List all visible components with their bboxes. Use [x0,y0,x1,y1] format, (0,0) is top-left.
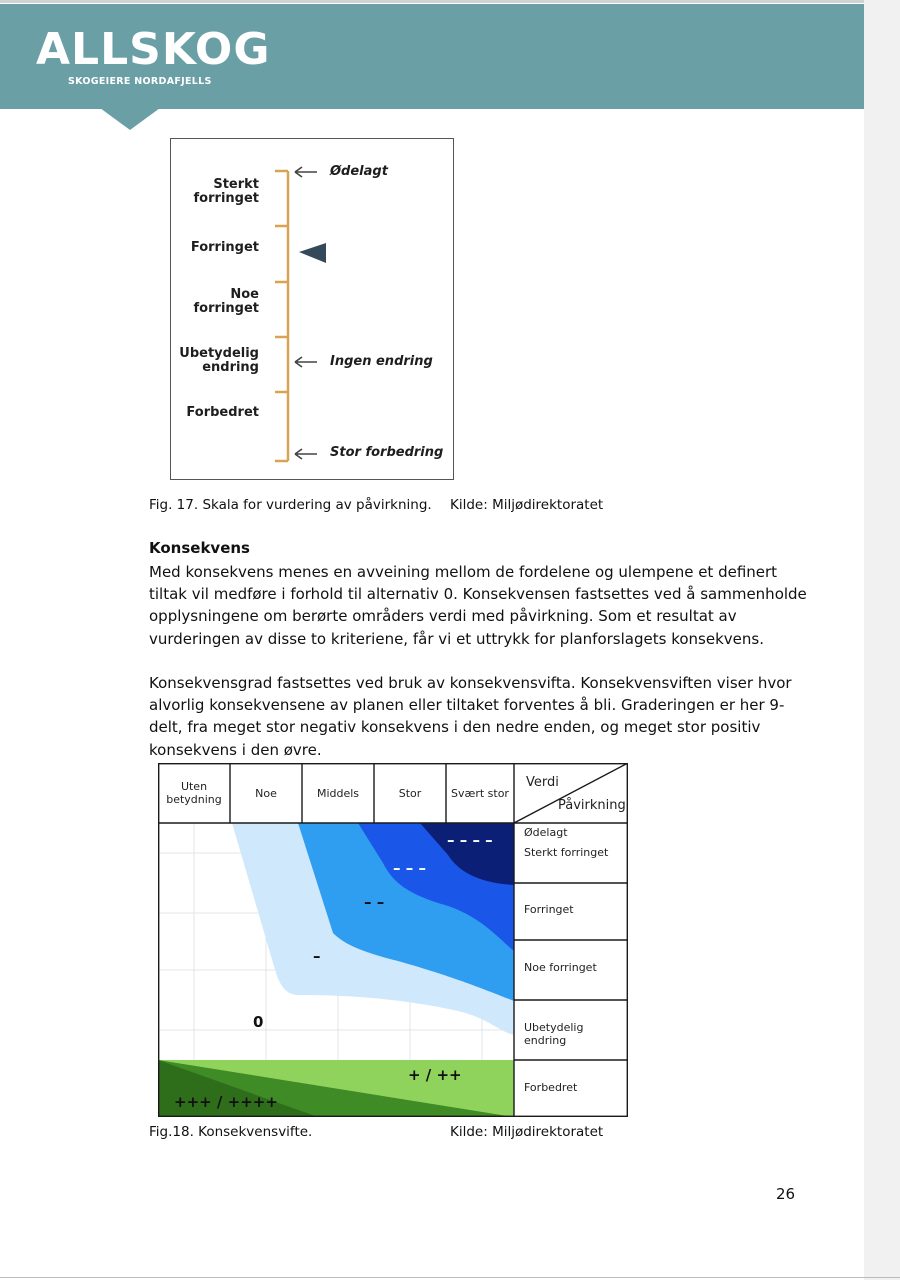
paragraph-1: Med konsekvens menes en avveining mellom de fordelene og ulempene et definert tiltak vil medføre i forhold til alternativ 0. Konsekvensen fastsettes ved å sammenholde opplysningene om berørte områders verdi med påvirkning. Som et resultat av vurderingen av disse to kriteriene, får vi et uttrykk for planforslagets konsekvens. [149,563,807,648]
mark-small-negative: – [313,947,321,965]
column-header-svaert-stor: Svært stor [451,786,509,800]
header-banner [0,4,864,109]
fig18-caption: Fig.18. Konsekvensvifte. [149,1124,313,1140]
mark-very-large-negative: – – – – [447,831,493,849]
top-border [0,0,900,3]
mark-large-negative: – – – [393,859,426,877]
corner-label-pavirkning: Påvirkning [558,798,626,813]
mark-medium-negative: – – [364,893,385,911]
row-label-noe-forringet: Noe forringet [524,961,597,974]
bottom-border [0,1277,900,1278]
page-margin-strip [864,0,900,1280]
row-label-forringet: Forringet [524,903,574,916]
page-number: 26 [776,1185,796,1203]
scale-label-ubetydelig-endring: Ubetydelig endring [179,346,259,375]
scale-endpoint-odelagt: Ødelagt [330,164,388,179]
row-label-odelagt: Ødelagt [524,826,568,839]
scale-endpoint-ingen-endring: Ingen endring [330,354,433,369]
row-label-ubetydelig-endring: Ubetydelig endring [524,1021,584,1047]
corner-label-verdi: Verdi [526,775,559,790]
column-header-uten-betydning: Uten betydning [166,780,222,806]
arrow-left-icon [295,167,317,177]
column-header-noe: Noe [255,786,277,800]
impact-marker-icon [299,243,326,263]
paragraph-2: Konsekvensgrad fastsettes ved bruk av konsekvensvifta. Konsekvensviften viser hvor alvorlig konsekvensene av planen eller tiltaket forventes å bli. Graderingen er her 9- delt, fra meget stor negativ konsekvens i den nedre enden, og meget stor positiv konsekvens i den øvre. [149,674,792,759]
scale-label-sterkt-forringet: Sterkt forringet [193,177,259,206]
scale-endpoint-stor-forbedring: Stor forbedring [330,445,444,460]
fig18-source: Kilde: Miljødirektoratet [450,1124,604,1140]
fig17-source: Kilde: Miljødirektoratet [450,497,604,513]
arrow-left-icon [295,357,317,367]
mark-large-positive: +++ / ++++ [174,1093,278,1111]
section-heading: Konsekvens [149,539,250,557]
column-header-stor: Stor [398,786,422,800]
banner-pointer [100,108,160,130]
row-label-sterkt-forringet: Sterkt forringet [524,846,609,859]
mark-neutral: 0 [253,1013,264,1031]
scale-label-forringet: Forringet [190,240,259,255]
column-header-middels: Middels [316,786,360,800]
scale-label-forbedret: Forbedret [186,405,259,420]
mark-positive: + / ++ [408,1066,462,1084]
logo-text: ALLSKOG [36,24,271,75]
logo-subtitle: SKOGEIERE NORDAFJELLS [68,76,212,87]
scale-label-noe-forringet: Noe forringet [193,287,259,316]
fig17-caption: Fig. 17. Skala for vurdering av påvirkning. [149,497,432,513]
consequence-fan-figure [158,763,628,1117]
row-label-forbedret: Forbedret [524,1081,578,1094]
arrow-left-icon [295,449,317,459]
impact-scale-figure [170,138,454,480]
